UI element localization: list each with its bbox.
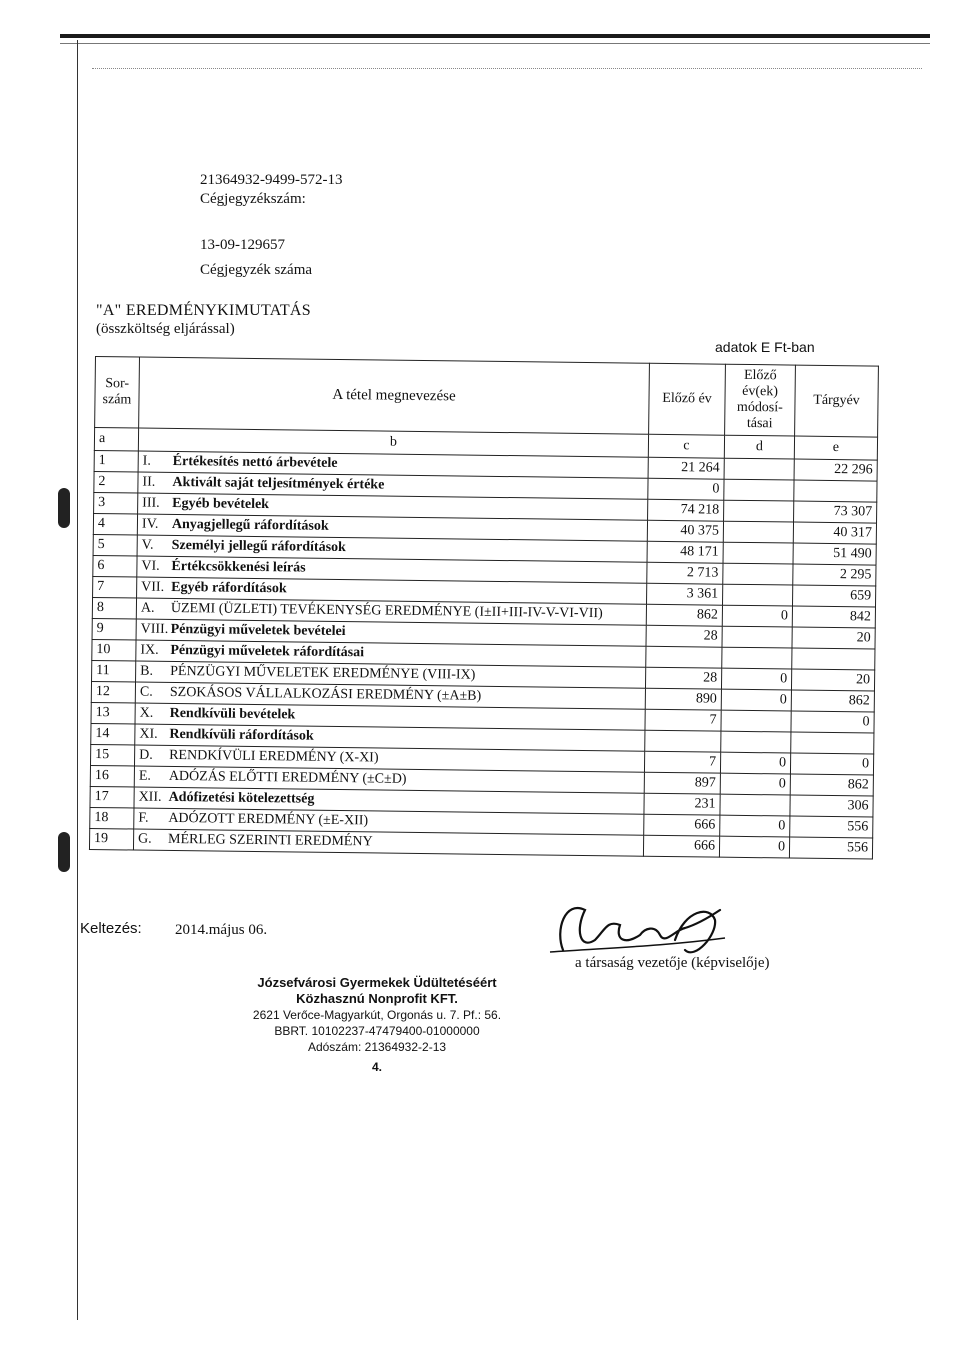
- stamp-line: Közhasznú Nonprofit KFT.: [296, 991, 458, 1006]
- date-value: 2014.május 06.: [175, 922, 268, 938]
- row-number: 1: [94, 450, 138, 472]
- row-number: 5: [93, 534, 137, 556]
- adjustment-value: [720, 794, 790, 816]
- item-code: C.: [139, 684, 153, 700]
- item-code: VIII.: [140, 621, 169, 637]
- current-year-value: 0: [790, 753, 873, 775]
- current-year-value: 51 490: [793, 543, 876, 565]
- current-year-value: 306: [790, 795, 873, 817]
- previous-year-value: 231: [644, 793, 720, 815]
- adjustment-value: 0: [720, 815, 790, 837]
- current-year-value: 22 296: [794, 459, 877, 481]
- adjustment-value: [723, 542, 793, 564]
- company-stamp: [232, 975, 522, 1055]
- date-label: Keltezés:: [80, 920, 142, 937]
- current-year-value: 556: [790, 816, 873, 838]
- current-year-value: 556: [789, 837, 872, 859]
- item-code: VII.: [141, 579, 165, 595]
- row-number: 18: [90, 807, 134, 829]
- item-name: Rendkívüli bevételek: [169, 705, 296, 723]
- current-year-value: 20: [792, 627, 875, 649]
- stamp-line: Adószám: 21364932-2-13: [307, 1040, 447, 1054]
- item-code: B.: [140, 663, 154, 679]
- handwritten-signature: [545, 890, 735, 962]
- registration-label: Cégjegyzékszám:: [200, 191, 306, 207]
- stamp-line: 2621 Verőce-Magyarkút, Orgonás u. 7. Pf.: 56.: [252, 1008, 502, 1022]
- item-code: I.: [142, 453, 151, 469]
- item-code: G.: [138, 831, 152, 847]
- row-number: 17: [90, 786, 134, 808]
- previous-year-value: 28: [645, 667, 721, 689]
- column-letter: a: [94, 428, 138, 452]
- item-code: E.: [138, 768, 152, 784]
- column-letter: c: [648, 434, 724, 458]
- previous-year-value: [646, 646, 722, 668]
- previous-year-value: 7: [644, 751, 720, 773]
- adjustment-value: 0: [720, 752, 790, 774]
- row-number: 10: [92, 639, 136, 661]
- item-name: Rendkívüli ráfordítások: [169, 726, 314, 744]
- row-number: 11: [92, 660, 136, 682]
- court-registry-number: 13-09-129657: [200, 237, 285, 253]
- item-name: Egyéb bevételek: [172, 495, 270, 513]
- header-item-name: A tétel megnevezése: [139, 357, 650, 434]
- row-number: 16: [90, 765, 134, 787]
- row-number: 14: [91, 723, 135, 745]
- current-year-value: 0: [791, 711, 874, 733]
- previous-year-value: 666: [644, 814, 720, 836]
- item-code: XI.: [139, 726, 158, 742]
- previous-year-value: 890: [645, 688, 721, 710]
- scan-top-rule: [60, 43, 930, 44]
- item-name: ADÓZÁS ELŐTTI EREDMÉNY (±C±D): [168, 768, 407, 787]
- adjustment-value: 0: [721, 668, 791, 690]
- adjustment-value: 0: [720, 773, 790, 795]
- item-name: Egyéb ráfordítások: [171, 579, 287, 597]
- item-name: Értékesítés nettó árbevétele: [172, 453, 338, 471]
- column-letter: e: [794, 436, 877, 460]
- stamp-line: BBRT. 10102237-47479400-01000000: [274, 1024, 480, 1038]
- adjustment-value: 0: [722, 605, 792, 627]
- item-name: Pénzügyi műveletek ráfordításai: [170, 642, 365, 661]
- table-body: [89, 450, 877, 859]
- item-code: III.: [142, 495, 160, 511]
- adjustment-value: [721, 731, 791, 753]
- adjustment-value: [722, 647, 792, 669]
- row-number: 7: [93, 576, 137, 598]
- item-code: VI.: [141, 558, 160, 574]
- header-previous-year-adjustments: Előző év(ek) módosí- tásai: [725, 364, 796, 436]
- item-name: Személyi jellegű ráfordítások: [171, 537, 346, 556]
- adjustment-value: [724, 500, 794, 522]
- previous-year-value: 48 171: [647, 541, 723, 563]
- header-previous-year: Előző év: [649, 363, 726, 435]
- adjustment-value: 0: [721, 689, 791, 711]
- scan-dotted-rule: [92, 68, 922, 69]
- item-code: XII.: [138, 789, 162, 805]
- current-year-value: 862: [791, 690, 874, 712]
- previous-year-value: 21 264: [648, 457, 724, 479]
- item-name: MÉRLEG SZERINTI EREDMÉNY: [168, 831, 373, 850]
- item-code: X.: [139, 705, 154, 721]
- current-year-value: 659: [792, 585, 875, 607]
- page-number: 4.: [372, 1060, 383, 1074]
- column-letter: d: [724, 435, 794, 459]
- current-year-value: 2 295: [793, 564, 876, 586]
- row-number: 3: [94, 492, 138, 514]
- binder-hole-mark: [58, 488, 70, 528]
- item-name: ÜZEMI (ÜZLETI) TEVÉKENYSÉG EREDMÉNYE (I±II+III-IV-V-VI-VII): [170, 600, 603, 622]
- current-year-value: [794, 480, 877, 502]
- document-title: "A" EREDMÉNYKIMUTATÁS: [96, 302, 311, 319]
- row-number: 6: [93, 555, 137, 577]
- units-note: adatok E Ft-ban: [715, 339, 815, 355]
- adjustment-value: 0: [719, 836, 789, 858]
- item-code: II.: [142, 474, 156, 490]
- header-current-year: Tárgyév: [795, 365, 879, 437]
- item-name: Értékcsökkenési leírás: [171, 558, 306, 576]
- current-year-value: 862: [790, 774, 873, 796]
- item-name: Pénzügyi műveletek bevételei: [170, 621, 346, 640]
- header-row-number: Sor- szám: [95, 357, 140, 429]
- document-subtitle: (összköltség eljárással): [96, 321, 235, 337]
- previous-year-value: 28: [646, 625, 722, 647]
- item-name: Anyagjellegű ráfordítások: [171, 516, 329, 534]
- court-registry-label: Cégjegyzék száma: [200, 262, 313, 278]
- item-code: A.: [140, 600, 155, 616]
- item-code: IX.: [140, 642, 159, 658]
- row-number: 8: [92, 597, 136, 619]
- item-name: Adófizetési kötelezettség: [168, 789, 315, 807]
- item-code: IV.: [141, 516, 159, 532]
- adjustment-value: [724, 479, 794, 501]
- row-number: 13: [91, 702, 135, 724]
- stamp-line: Józsefvárosi Gyermekek Üdültetéséért: [257, 975, 497, 990]
- adjustment-value: [723, 563, 793, 585]
- item-code: F.: [138, 810, 149, 826]
- row-number: 19: [89, 828, 133, 850]
- adjustment-value: [723, 521, 793, 543]
- scan-top-border: [60, 34, 930, 38]
- column-letter: b: [138, 428, 648, 457]
- row-number: 2: [94, 471, 138, 493]
- previous-year-value: 0: [648, 478, 724, 500]
- item-name: ADÓZOTT EREDMÉNY (±E-XII): [168, 810, 369, 829]
- item-code: V.: [141, 537, 154, 553]
- current-year-value: 842: [792, 606, 875, 628]
- previous-year-value: 862: [646, 604, 722, 626]
- item-name: RENDKÍVÜLI EREDMÉNY (X-XI): [169, 747, 379, 766]
- adjustment-value: [723, 584, 793, 606]
- item-name: PÉNZÜGYI MŰVELETEK EREDMÉNYE (VIII-IX): [170, 663, 476, 683]
- row-number: 4: [93, 513, 137, 535]
- previous-year-value: 3 361: [647, 583, 723, 605]
- current-year-value: [792, 648, 875, 670]
- row-number: 12: [91, 681, 135, 703]
- previous-year-value: 2 713: [647, 562, 723, 584]
- previous-year-value: 74 218: [648, 499, 724, 521]
- row-number: 9: [92, 618, 136, 640]
- previous-year-value: 666: [643, 835, 719, 857]
- adjustment-value: [722, 626, 792, 648]
- previous-year-value: 7: [645, 709, 721, 731]
- adjustment-value: [724, 458, 794, 480]
- current-year-value: 40 317: [793, 522, 876, 544]
- current-year-value: [791, 732, 874, 754]
- adjustment-value: [721, 710, 791, 732]
- current-year-value: 20: [791, 669, 874, 691]
- binder-hole-mark: [58, 832, 70, 872]
- income-statement-table: [89, 356, 879, 860]
- previous-year-value: 897: [644, 772, 720, 794]
- current-year-value: 73 307: [794, 501, 877, 523]
- previous-year-value: [645, 730, 721, 752]
- registration-number: 21364932-9499-572-13: [200, 172, 343, 188]
- signatory-caption: a társaság vezetője (képviselője): [575, 955, 770, 971]
- previous-year-value: 40 375: [647, 520, 723, 542]
- item-code: D.: [139, 747, 153, 763]
- scan-left-margin-line: [77, 40, 78, 1320]
- item-name: Aktivált saját teljesítmények értéke: [172, 474, 385, 493]
- item-name: SZOKÁSOS VÁLLALKOZÁSI EREDMÉNY (±A±B): [169, 684, 482, 704]
- row-number: 15: [90, 744, 134, 766]
